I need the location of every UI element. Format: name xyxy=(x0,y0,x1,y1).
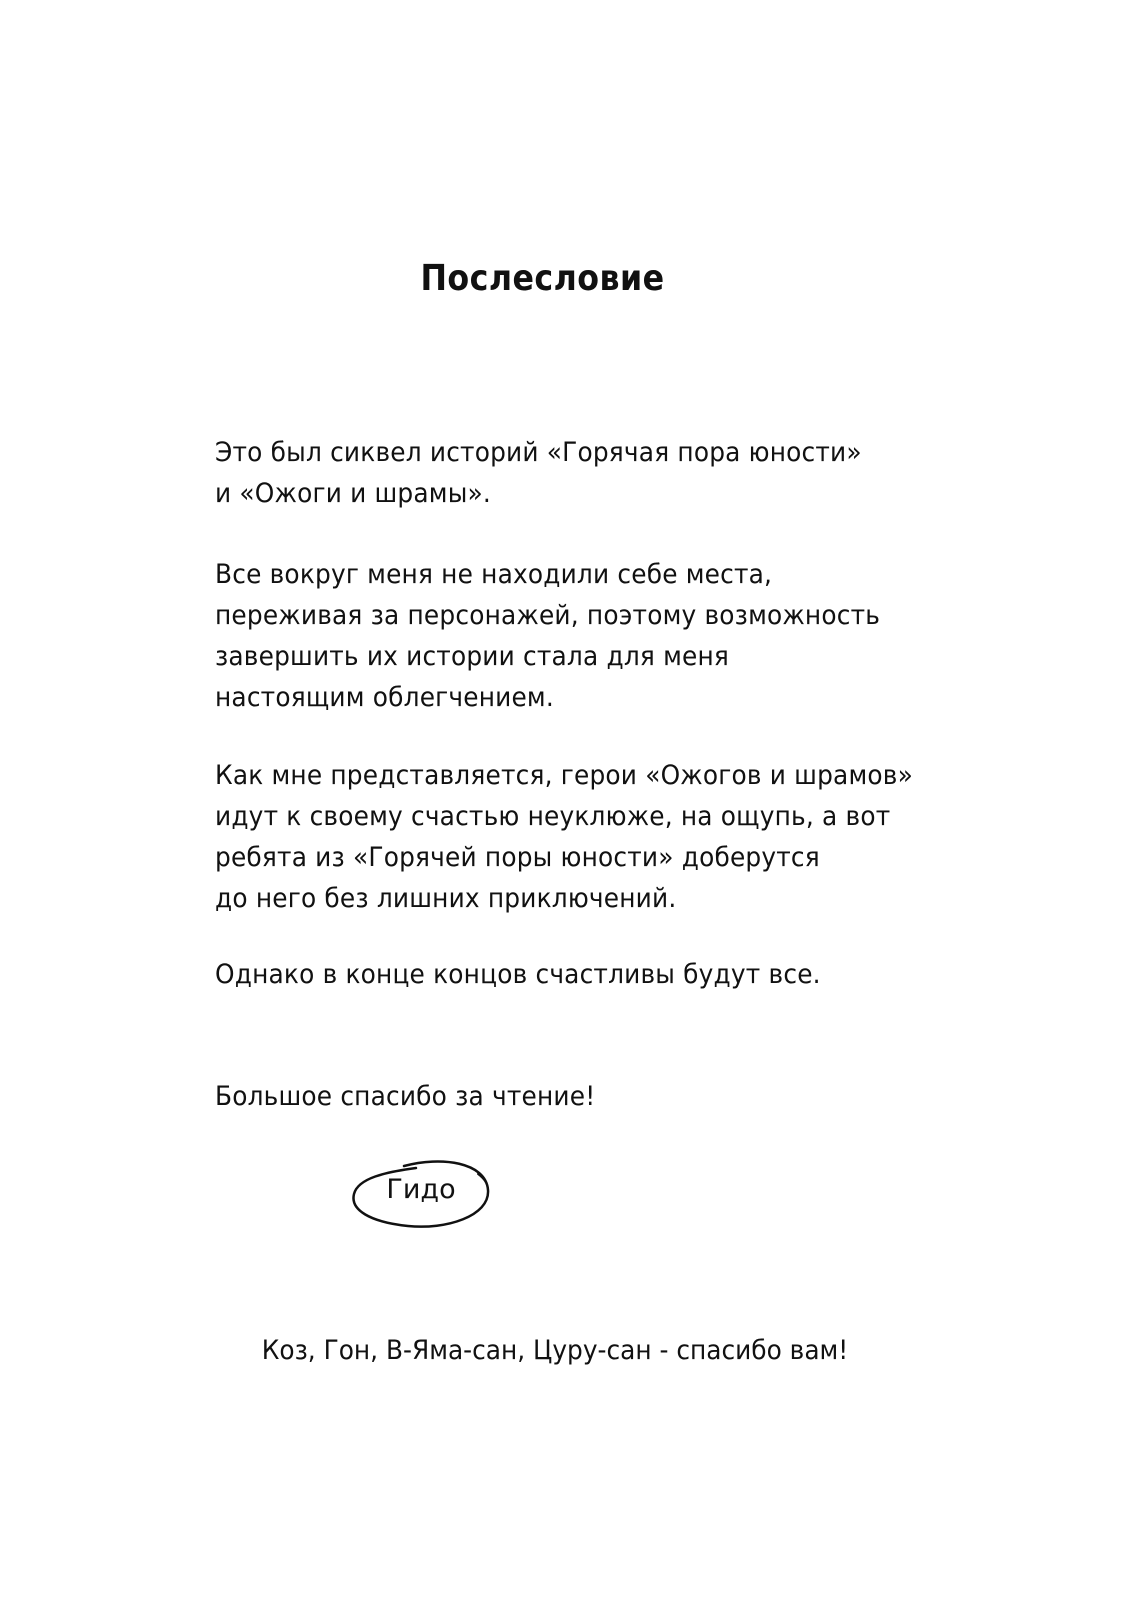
paragraph-line: настоящим облегчением. xyxy=(215,682,554,713)
paragraph-1 xyxy=(215,432,914,514)
paragraph-line: Как мне представляется, герои «Ожогов и шрамов» xyxy=(215,760,913,791)
paragraph-2 xyxy=(215,554,914,718)
paragraph-3 xyxy=(215,755,914,919)
signature xyxy=(346,1150,496,1240)
paragraph-line: переживая за персонажей, поэтому возможность xyxy=(215,600,881,631)
paragraph-line: Однако в конце концов счастливы будут все. xyxy=(215,959,821,990)
paragraph-line: Большое спасибо за чтение! xyxy=(215,1081,596,1112)
paragraph-line: и «Ожоги и шрамы». xyxy=(215,478,491,509)
paragraph-line: завершить их истории стала для меня xyxy=(215,641,730,672)
signature-name: Гидо xyxy=(386,1174,456,1205)
thanks-line: Коз, Гон, В-Яма-сан, Цуру-сан - спасибо вам! xyxy=(261,1335,849,1366)
paragraph-line: до него без лишних приключений. xyxy=(215,883,677,914)
paragraph-line: ребята из «Горячей поры юности» доберутся xyxy=(215,842,820,873)
paragraph-line: Все вокруг меня не находили себе места, xyxy=(215,559,773,590)
paragraph-5 xyxy=(215,1076,914,1117)
paragraph-4 xyxy=(215,954,914,995)
paragraph-line: идут к своему счастью неуклюже, на ощупь, а вот xyxy=(215,801,891,832)
afterword-title: Послесловие xyxy=(420,258,665,299)
paragraph-line: Это был сиквел историй «Горячая пора юности» xyxy=(215,437,862,468)
